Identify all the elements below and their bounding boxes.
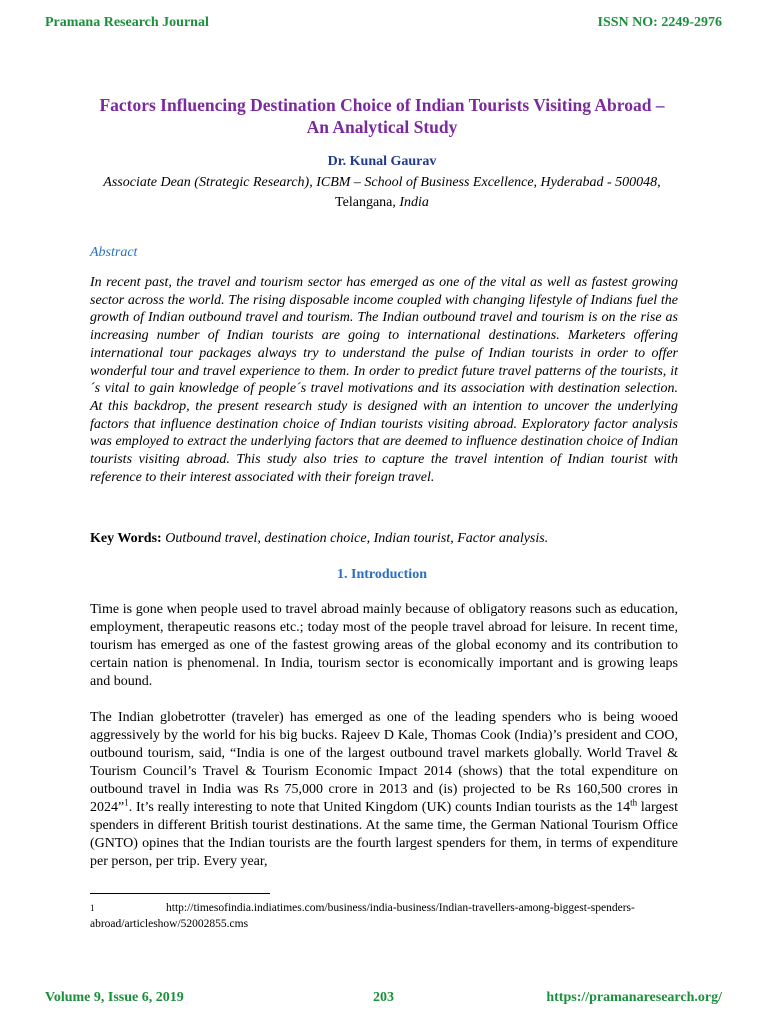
paper-title-line-2: An Analytical Study <box>306 117 458 137</box>
section-heading-introduction: 1. Introduction <box>337 567 427 582</box>
intro-paragraph-2 <box>90 709 678 871</box>
intro-paragraph-1: Time is gone when people used to travel abroad mainly because of obligatory reasons such as education, employment, therapeutic reasons etc.; today most of the people travel abroad for leisure. In recent time, tourism has emerged as one of the fastest growing areas of the global economy and its contribution to certain nation is phenomenal. In India, tourism sector is economically important and is growing leaps and bound. <box>90 602 678 689</box>
abstract-text: In recent past, the travel and tourism sector has emerged as one of the vital as well as fastest growing sector across the world. The rising disposable income coupled with changing lifestyle of Indians fuel the growth of Indian outbound travel and tourism. The Indian outbound travel and tourism is on the rise as increasing number of Indian tourists are going to international destinations. Marketers offering international tour packages always try to understand the pulse of Indian tourists in order to offer wonderful tour and travel experience to them. In order to predict future travel patterns of the tourists, it´s vital to gain knowledge of people´s travel motivations and its association with destination selection. At this backdrop, the present research study is designed with an intention to uncover the underlying factors that influence destination choice of Indian tourists visiting abroad. Exploratory factor analysis was employed to extract the underlying factors that are deemed to influence destination choice of Indian tourists visiting abroad. This study also tries to capture the travel intention of Indian tourist with reference to their interest associated with their foreign travel. <box>90 275 678 485</box>
intro-paragraph-2-part-a: The Indian globetrotter (traveler) has emerged as one of the leading spenders who is being wooed aggressively by the world for his big bucks. Rajeev D Kale, Thomas Cook (India)’s president and COO, outbound tourism, said, “India is one of the largest outbound travel markets globally. World Travel & Tourism Council’s Travel & Tourism Economic Impact 2014 (shows) that the total expenditure on outbound travel in India was Rs 75,000 crore in 2013 and (is) projected to be Rs 160,500 crores in 2024” <box>90 710 678 815</box>
footnote-url[interactable]: http://timesofindia.indiatimes.com/business/india-business/Indian-travellers-among-biggest-spenders-abroad/articleshow/52002855.cms <box>90 902 635 930</box>
issn-number: ISSN NO: 2249-2976 <box>597 15 722 30</box>
ordinal-suffix: th <box>630 797 638 808</box>
footnote-divider <box>90 893 270 894</box>
affiliation-country: India <box>395 195 429 210</box>
footnote-number: 1 <box>90 903 95 913</box>
paper-title <box>90 94 674 138</box>
intro-paragraph-2-part-b: . It’s really interesting to note that United Kingdom (UK) counts Indian tourists as the 14 <box>128 800 631 815</box>
footnote-ref-1[interactable]: 1 <box>124 797 129 808</box>
keywords-label: Key Words: <box>90 531 162 546</box>
abstract-heading: Abstract <box>90 245 138 260</box>
author-name: Dr. Kunal Gaurav <box>327 154 437 169</box>
affiliation-institution: Associate Dean (Strategic Research), ICBM – School of Business Excellence, Hyderabad - 500048, <box>103 175 661 190</box>
journal-name: Pramana Research Journal <box>45 15 209 30</box>
affiliation-state: Telangana, <box>335 195 396 210</box>
author-affiliation <box>90 173 674 213</box>
paper-title-line-1: Factors Influencing Destination Choice of Indian Tourists Visiting Abroad – <box>99 95 665 115</box>
keywords-list: Outbound travel, destination choice, Indian tourist, Factor analysis. <box>161 531 549 546</box>
intro-paragraph-2-part-c: largest spenders in different British tourist destinations. At the same time, the German National Tourism Office (GNTO) opines that the Indian tourists are the fourth largest spenders for them, in terms of expenditure per person, per trip. Every year, <box>90 800 678 869</box>
journal-url[interactable]: https://pramanaresearch.org/ <box>546 990 722 1005</box>
footnote <box>90 900 678 932</box>
page-number: 203 <box>373 990 394 1005</box>
keywords <box>90 531 678 547</box>
volume-issue: Volume 9, Issue 6, 2019 <box>45 990 184 1005</box>
